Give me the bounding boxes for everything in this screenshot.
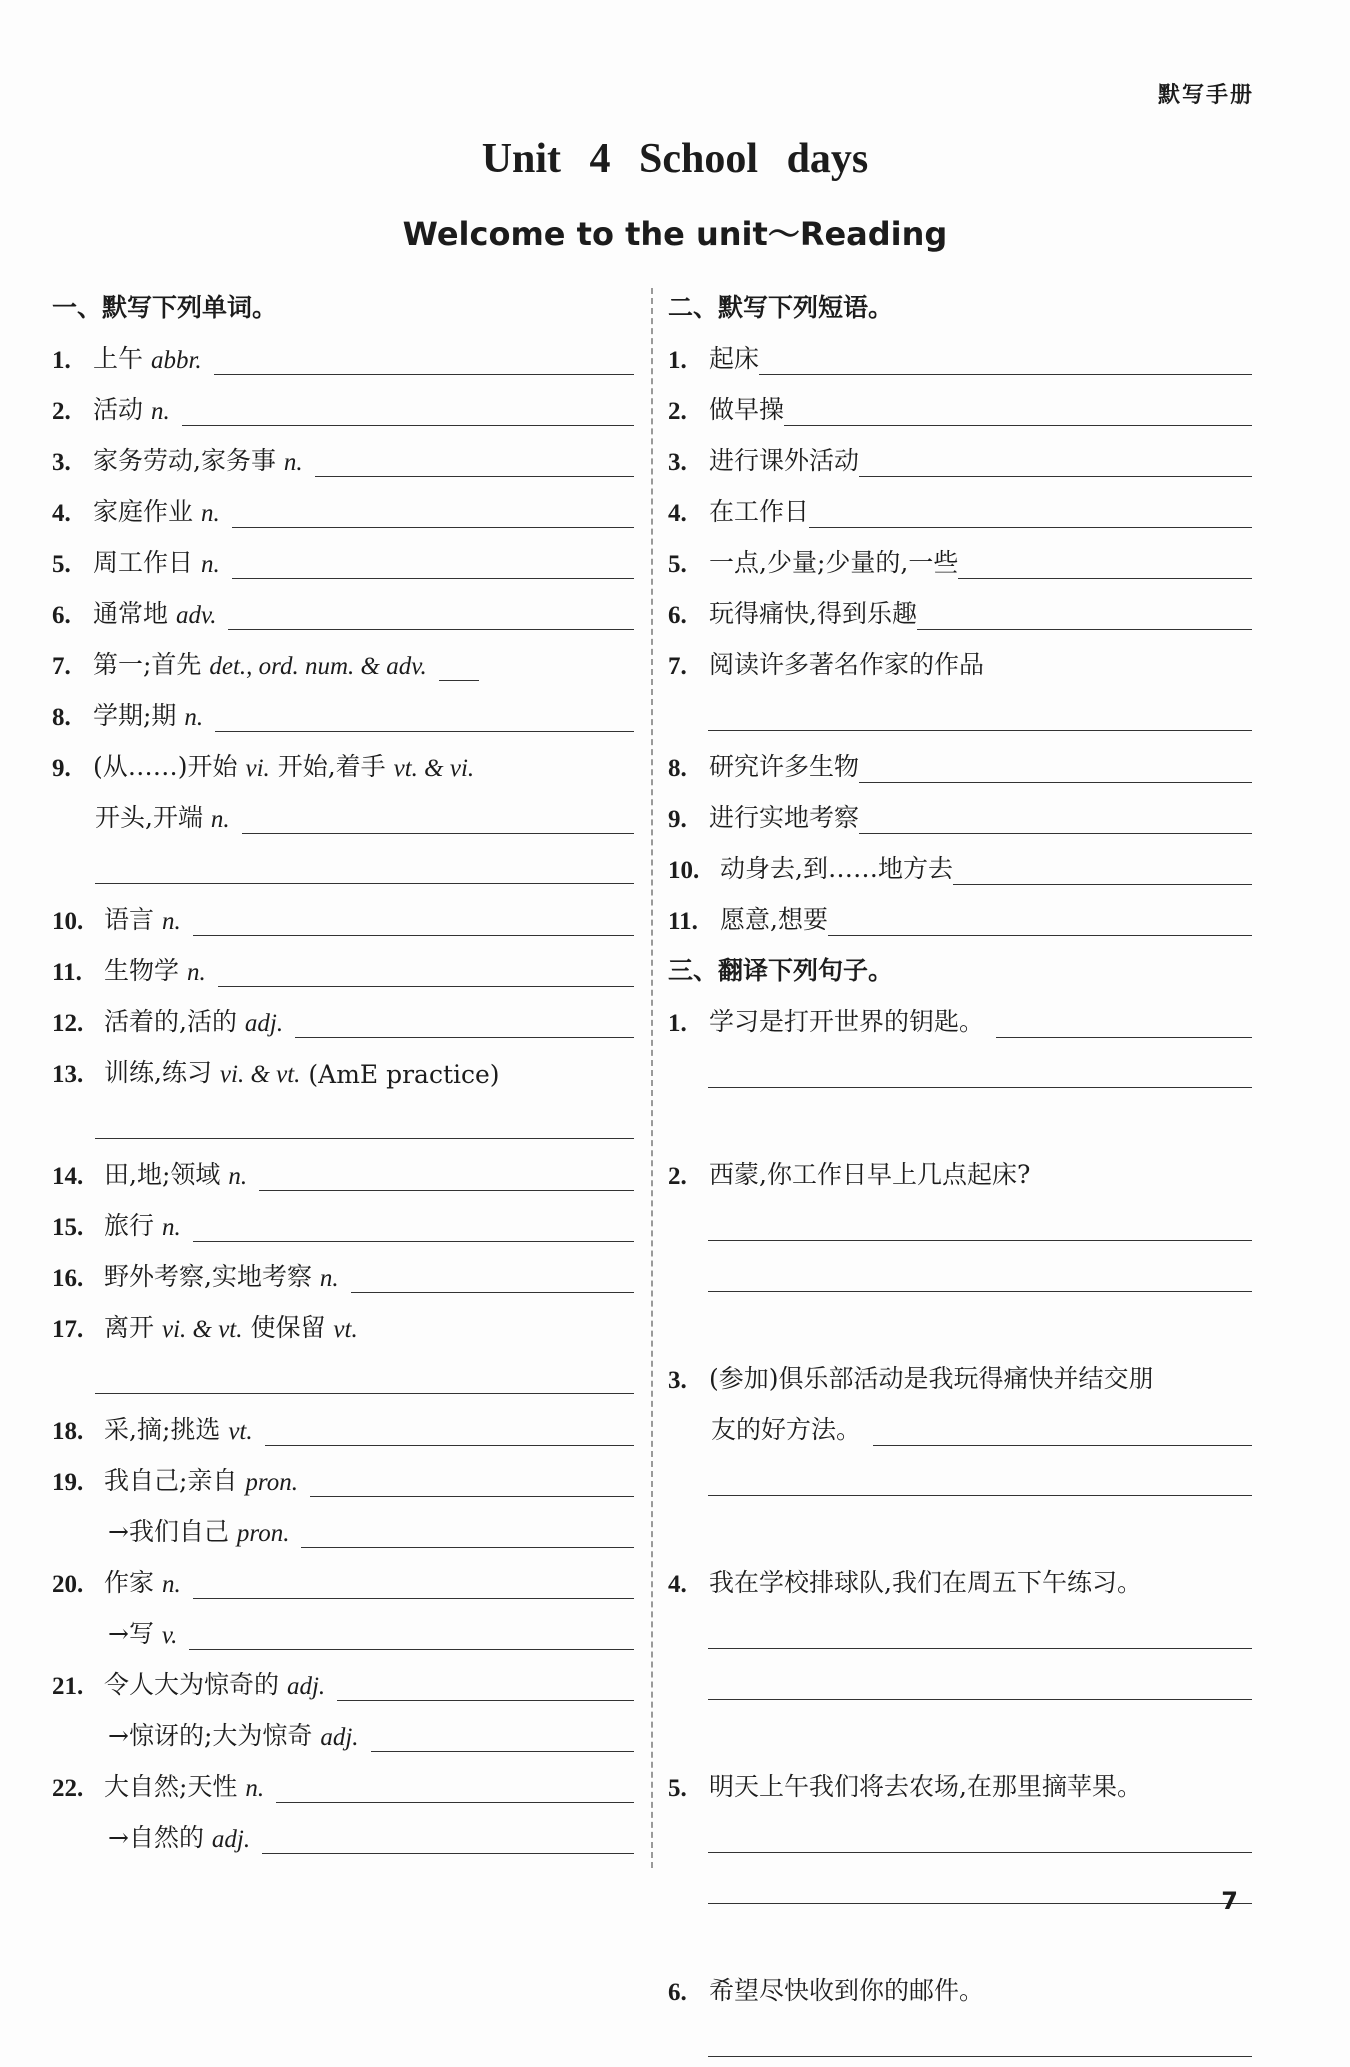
answer-blank[interactable] <box>276 1778 634 1803</box>
answer-blank[interactable] <box>214 350 634 375</box>
item-number: 3. <box>668 449 687 476</box>
answer-blank[interactable] <box>828 911 1252 936</box>
item-number: 9. <box>668 806 687 833</box>
answer-blank[interactable] <box>228 605 634 630</box>
item-number: 7. <box>668 653 687 680</box>
translation-item <box>668 1149 1252 1200</box>
word-meaning: 第一;首先 <box>93 650 202 679</box>
part-of-speech: n. <box>161 1214 181 1241</box>
part-of-speech: n. <box>161 908 181 935</box>
part-of-speech: pron. <box>245 1469 298 1496</box>
unit-title: Unit 4 School days <box>481 136 869 182</box>
answer-blank[interactable] <box>215 707 634 732</box>
answer-blank[interactable] <box>859 452 1252 477</box>
answer-blank[interactable] <box>242 809 634 834</box>
spacer <box>668 1710 1252 1761</box>
item-number: 5. <box>52 551 71 578</box>
item-number: 6. <box>668 1979 687 2006</box>
sentence: 希望尽快收到你的邮件。 <box>709 1976 985 2005</box>
word-meaning: 野外考察,实地考察 <box>104 1262 312 1291</box>
word-meaning: 离开 <box>104 1313 155 1342</box>
word-meaning: 令人大为惊奇的 <box>104 1670 280 1699</box>
part-of-speech: n. <box>200 551 220 578</box>
phrase-and-translation-column <box>668 282 1252 2067</box>
answer-blank[interactable] <box>759 350 1252 375</box>
part-of-speech: adj. <box>320 1724 359 1751</box>
word-derivative <box>52 1506 634 1557</box>
word-meaning: 活着的,活的 <box>104 1007 237 1036</box>
answer-line[interactable] <box>668 1455 1252 1506</box>
answer-blank[interactable] <box>265 1421 634 1446</box>
part-of-speech: n. <box>200 500 220 527</box>
sentence: 友的好方法。 <box>711 1415 862 1444</box>
item-number: 18. <box>52 1418 84 1445</box>
word-item <box>52 1404 634 1455</box>
item-number: 8. <box>668 755 687 782</box>
word-item <box>52 894 634 945</box>
word-item <box>52 1251 634 1302</box>
phrase-meaning: 进行课外活动 <box>709 446 860 475</box>
phrase-meaning: 在工作日 <box>709 497 810 526</box>
answer-line[interactable] <box>668 1608 1252 1659</box>
phrase-item <box>668 639 1252 690</box>
word-item <box>52 333 634 384</box>
translation-item <box>668 996 1252 1047</box>
part-of-speech: pron. <box>236 1520 290 1547</box>
part-of-speech: adv. <box>175 602 217 629</box>
item-number: 13. <box>52 1061 84 1088</box>
answer-line[interactable] <box>668 1863 1252 1914</box>
item-number: 4. <box>668 1571 687 1598</box>
item-number: 14. <box>52 1163 84 1190</box>
word-item <box>52 1761 634 1812</box>
phrase-meaning: 起床 <box>709 344 760 373</box>
item-number: 7. <box>52 653 71 680</box>
answer-line[interactable] <box>668 1659 1252 1710</box>
phrase-meaning: 做早操 <box>709 395 785 424</box>
translation-item <box>668 1353 1252 1404</box>
item-number: 1. <box>668 1010 687 1037</box>
translation-item <box>668 1761 1252 1812</box>
word-item <box>52 996 634 1047</box>
part-of-speech: vi. & vt. <box>161 1316 243 1343</box>
item-number: 11. <box>668 908 698 935</box>
word-item <box>52 384 634 435</box>
word-item <box>52 588 634 639</box>
answer-line[interactable] <box>52 843 634 894</box>
word-meaning: 开始,着手 <box>277 752 386 781</box>
answer-blank[interactable] <box>439 656 479 681</box>
phrase-meaning: 愿意,想要 <box>720 905 828 934</box>
phrase-meaning: 动身去,到……地方去 <box>720 854 953 883</box>
item-number: 3. <box>52 449 71 476</box>
word-meaning: 语言 <box>104 905 155 934</box>
translation-item <box>668 1557 1252 1608</box>
section-subtitle: Welcome to the unit～Reading <box>402 215 948 253</box>
answer-blank[interactable] <box>262 1829 634 1854</box>
part-of-speech: vt. <box>228 1418 253 1445</box>
phrase-item <box>668 486 1252 537</box>
translation-item-continued <box>668 1404 1252 1455</box>
part-of-speech: n. <box>161 1571 181 1598</box>
word-item <box>52 1659 634 1710</box>
answer-blank[interactable] <box>295 1013 634 1038</box>
word-meaning: 大自然;天性 <box>104 1772 238 1801</box>
phrase-item <box>668 843 1252 894</box>
word-meaning: 上午 <box>93 344 144 373</box>
item-number: 6. <box>668 602 687 629</box>
answer-blank[interactable] <box>784 401 1252 426</box>
word-meaning: 生物学 <box>104 956 180 985</box>
word-item <box>52 435 634 486</box>
spacer <box>668 1914 1252 1965</box>
word-meaning: 采,摘;挑选 <box>104 1415 221 1444</box>
item-number: 8. <box>52 704 71 731</box>
word-derivative <box>52 1608 634 1659</box>
word-dictation-column <box>52 282 634 1863</box>
part-of-speech: n. <box>319 1265 339 1292</box>
word-item-continued <box>52 792 634 843</box>
part-of-speech: det., ord. num. & adv. <box>209 653 427 680</box>
derivative-meaning: →我们自己 <box>108 1517 229 1546</box>
answer-line[interactable] <box>52 1353 634 1404</box>
spacer <box>668 1302 1252 1353</box>
word-meaning: 开头,开端 <box>95 803 203 832</box>
word-item <box>52 1302 634 1353</box>
part-of-speech: adj. <box>244 1010 284 1037</box>
answer-blank[interactable] <box>232 503 634 528</box>
word-item <box>52 639 634 690</box>
answer-blank[interactable] <box>189 1625 634 1650</box>
page-header: 默写手册 <box>1157 83 1254 108</box>
item-number: 4. <box>668 500 687 527</box>
sentence: (参加)俱乐部活动是我玩得痛快并结交朋 <box>709 1364 1154 1393</box>
item-number: 9. <box>52 755 71 782</box>
phrase-item <box>668 588 1252 639</box>
item-number: 6. <box>52 602 71 629</box>
item-number: 22. <box>52 1775 84 1802</box>
item-number: 1. <box>668 347 687 374</box>
answer-blank[interactable] <box>351 1268 634 1293</box>
part-of-speech: n. <box>283 449 303 476</box>
answer-blank[interactable] <box>873 1421 1252 1446</box>
item-number: 2. <box>668 1163 687 1190</box>
item-number: 10. <box>52 908 84 935</box>
phrase-meaning: 玩得痛快,得到乐趣 <box>709 599 917 628</box>
translation-item <box>668 1965 1252 2016</box>
word-item <box>52 1200 634 1251</box>
phrase-item <box>668 333 1252 384</box>
answer-blank[interactable] <box>193 1574 634 1599</box>
part-of-speech: vi. & vt. <box>219 1061 301 1088</box>
word-meaning: 家庭作业 <box>93 497 194 526</box>
answer-blank[interactable] <box>218 962 634 987</box>
answer-blank[interactable] <box>182 401 634 426</box>
word-item <box>52 741 634 792</box>
item-number: 12. <box>52 1010 84 1037</box>
answer-blank[interactable] <box>310 1472 634 1497</box>
word-item <box>52 690 634 741</box>
part-of-speech: vi. <box>245 755 270 782</box>
part-of-speech: v. <box>161 1622 178 1649</box>
item-number: 5. <box>668 1775 687 1802</box>
answer-blank[interactable] <box>996 1013 1252 1038</box>
answer-blank[interactable] <box>809 503 1252 528</box>
item-number: 21. <box>52 1673 84 1700</box>
answer-line[interactable] <box>668 2016 1252 2067</box>
answer-blank[interactable] <box>859 809 1252 834</box>
part-of-speech: n. <box>210 806 230 833</box>
answer-blank[interactable] <box>859 758 1252 783</box>
answer-blank[interactable] <box>301 1523 634 1548</box>
part-of-speech: n. <box>186 959 206 986</box>
item-number: 2. <box>52 398 71 425</box>
part-of-speech: n. <box>245 1775 265 1802</box>
answer-blank[interactable] <box>917 605 1252 630</box>
answer-blank[interactable] <box>193 1217 634 1242</box>
phrase-item <box>668 792 1252 843</box>
phrase-meaning: 进行实地考察 <box>709 803 860 832</box>
answer-blank[interactable] <box>371 1727 634 1752</box>
word-meaning: 训练,练习 <box>104 1058 212 1087</box>
section-title: 二、默写下列短语。 <box>668 293 894 322</box>
answer-blank[interactable] <box>259 1166 634 1191</box>
part-of-speech: abbr. <box>150 347 202 374</box>
word-meaning: (从……)开始 <box>93 752 238 781</box>
word-meaning: 田,地;领域 <box>104 1160 221 1189</box>
item-number: 10. <box>668 857 700 884</box>
phrase-meaning: 研究许多生物 <box>709 752 860 781</box>
answer-blank[interactable] <box>232 554 634 579</box>
item-number: 1. <box>52 347 71 374</box>
item-number: 11. <box>52 959 82 986</box>
word-item <box>52 1047 634 1098</box>
word-meaning: 家务劳动,家务事 <box>93 446 276 475</box>
answer-line[interactable] <box>668 690 1252 741</box>
word-item <box>52 486 634 537</box>
word-item <box>52 945 634 996</box>
part-of-speech: n. <box>184 704 204 731</box>
item-number: 20. <box>52 1571 84 1598</box>
answer-blank[interactable] <box>193 911 634 936</box>
answer-blank[interactable] <box>953 860 1252 885</box>
sentence: 西蒙,你工作日早上几点起床? <box>709 1160 1031 1189</box>
section-title: 三、翻译下列句子。 <box>668 956 894 985</box>
item-number: 4. <box>52 500 71 527</box>
word-meaning: 通常地 <box>93 599 169 628</box>
answer-line[interactable] <box>668 1200 1252 1251</box>
phrase-item <box>668 435 1252 486</box>
part-of-speech: n. <box>150 398 170 425</box>
sentence: 我在学校排球队,我们在周五下午练习。 <box>709 1568 1142 1597</box>
word-derivative <box>52 1812 634 1863</box>
answer-line[interactable] <box>52 1098 634 1149</box>
word-meaning: 使保留 <box>250 1313 326 1342</box>
spacer <box>668 1506 1252 1557</box>
phrase-meaning: 阅读许多著名作家的作品 <box>709 650 985 679</box>
answer-line[interactable] <box>668 1251 1252 1302</box>
word-meaning: 周工作日 <box>93 548 194 577</box>
word-note: (AmE practice) <box>308 1060 500 1089</box>
section-title: 一、默写下列单词。 <box>52 293 278 322</box>
phrase-meaning: 一点,少量;少量的,一些 <box>709 548 959 577</box>
word-meaning: 作家 <box>104 1568 155 1597</box>
phrase-item <box>668 537 1252 588</box>
derivative-meaning: →自然的 <box>108 1823 204 1852</box>
item-number: 17. <box>52 1316 84 1343</box>
derivative-meaning: →写 <box>108 1619 154 1648</box>
answer-blank[interactable] <box>958 554 1252 579</box>
answer-line[interactable] <box>668 1047 1252 1098</box>
item-number: 16. <box>52 1265 84 1292</box>
part-of-speech: vt. & vi. <box>393 755 475 782</box>
word-item <box>52 1149 634 1200</box>
word-item <box>52 537 634 588</box>
sentence: 明天上午我们将去农场,在那里摘苹果。 <box>709 1772 1142 1801</box>
part-of-speech: vt. <box>333 1316 358 1343</box>
word-item <box>52 1557 634 1608</box>
answer-blank[interactable] <box>315 452 634 477</box>
phrase-item <box>668 741 1252 792</box>
sentence: 学习是打开世界的钥匙。 <box>709 1007 985 1036</box>
item-number: 19. <box>52 1469 84 1496</box>
word-meaning: 活动 <box>93 395 144 424</box>
item-number: 3. <box>668 1367 687 1394</box>
word-item <box>52 1455 634 1506</box>
item-number: 5. <box>668 551 687 578</box>
answer-blank[interactable] <box>337 1676 634 1701</box>
column-divider <box>651 288 653 1868</box>
part-of-speech: n. <box>228 1163 248 1190</box>
word-meaning: 旅行 <box>104 1211 155 1240</box>
derivative-meaning: →惊讶的;大为惊奇 <box>108 1721 313 1750</box>
part-of-speech: adj. <box>211 1826 251 1853</box>
part-of-speech: adj. <box>286 1673 326 1700</box>
word-derivative <box>52 1710 634 1761</box>
word-meaning: 我自己;亲自 <box>104 1466 238 1495</box>
phrase-item <box>668 894 1252 945</box>
item-number: 2. <box>668 398 687 425</box>
item-number: 15. <box>52 1214 84 1241</box>
word-meaning: 学期;期 <box>93 701 177 730</box>
answer-line[interactable] <box>668 1812 1252 1863</box>
page-number: 7 <box>1221 1887 1238 1915</box>
phrase-item <box>668 384 1252 435</box>
spacer <box>668 1098 1252 1149</box>
